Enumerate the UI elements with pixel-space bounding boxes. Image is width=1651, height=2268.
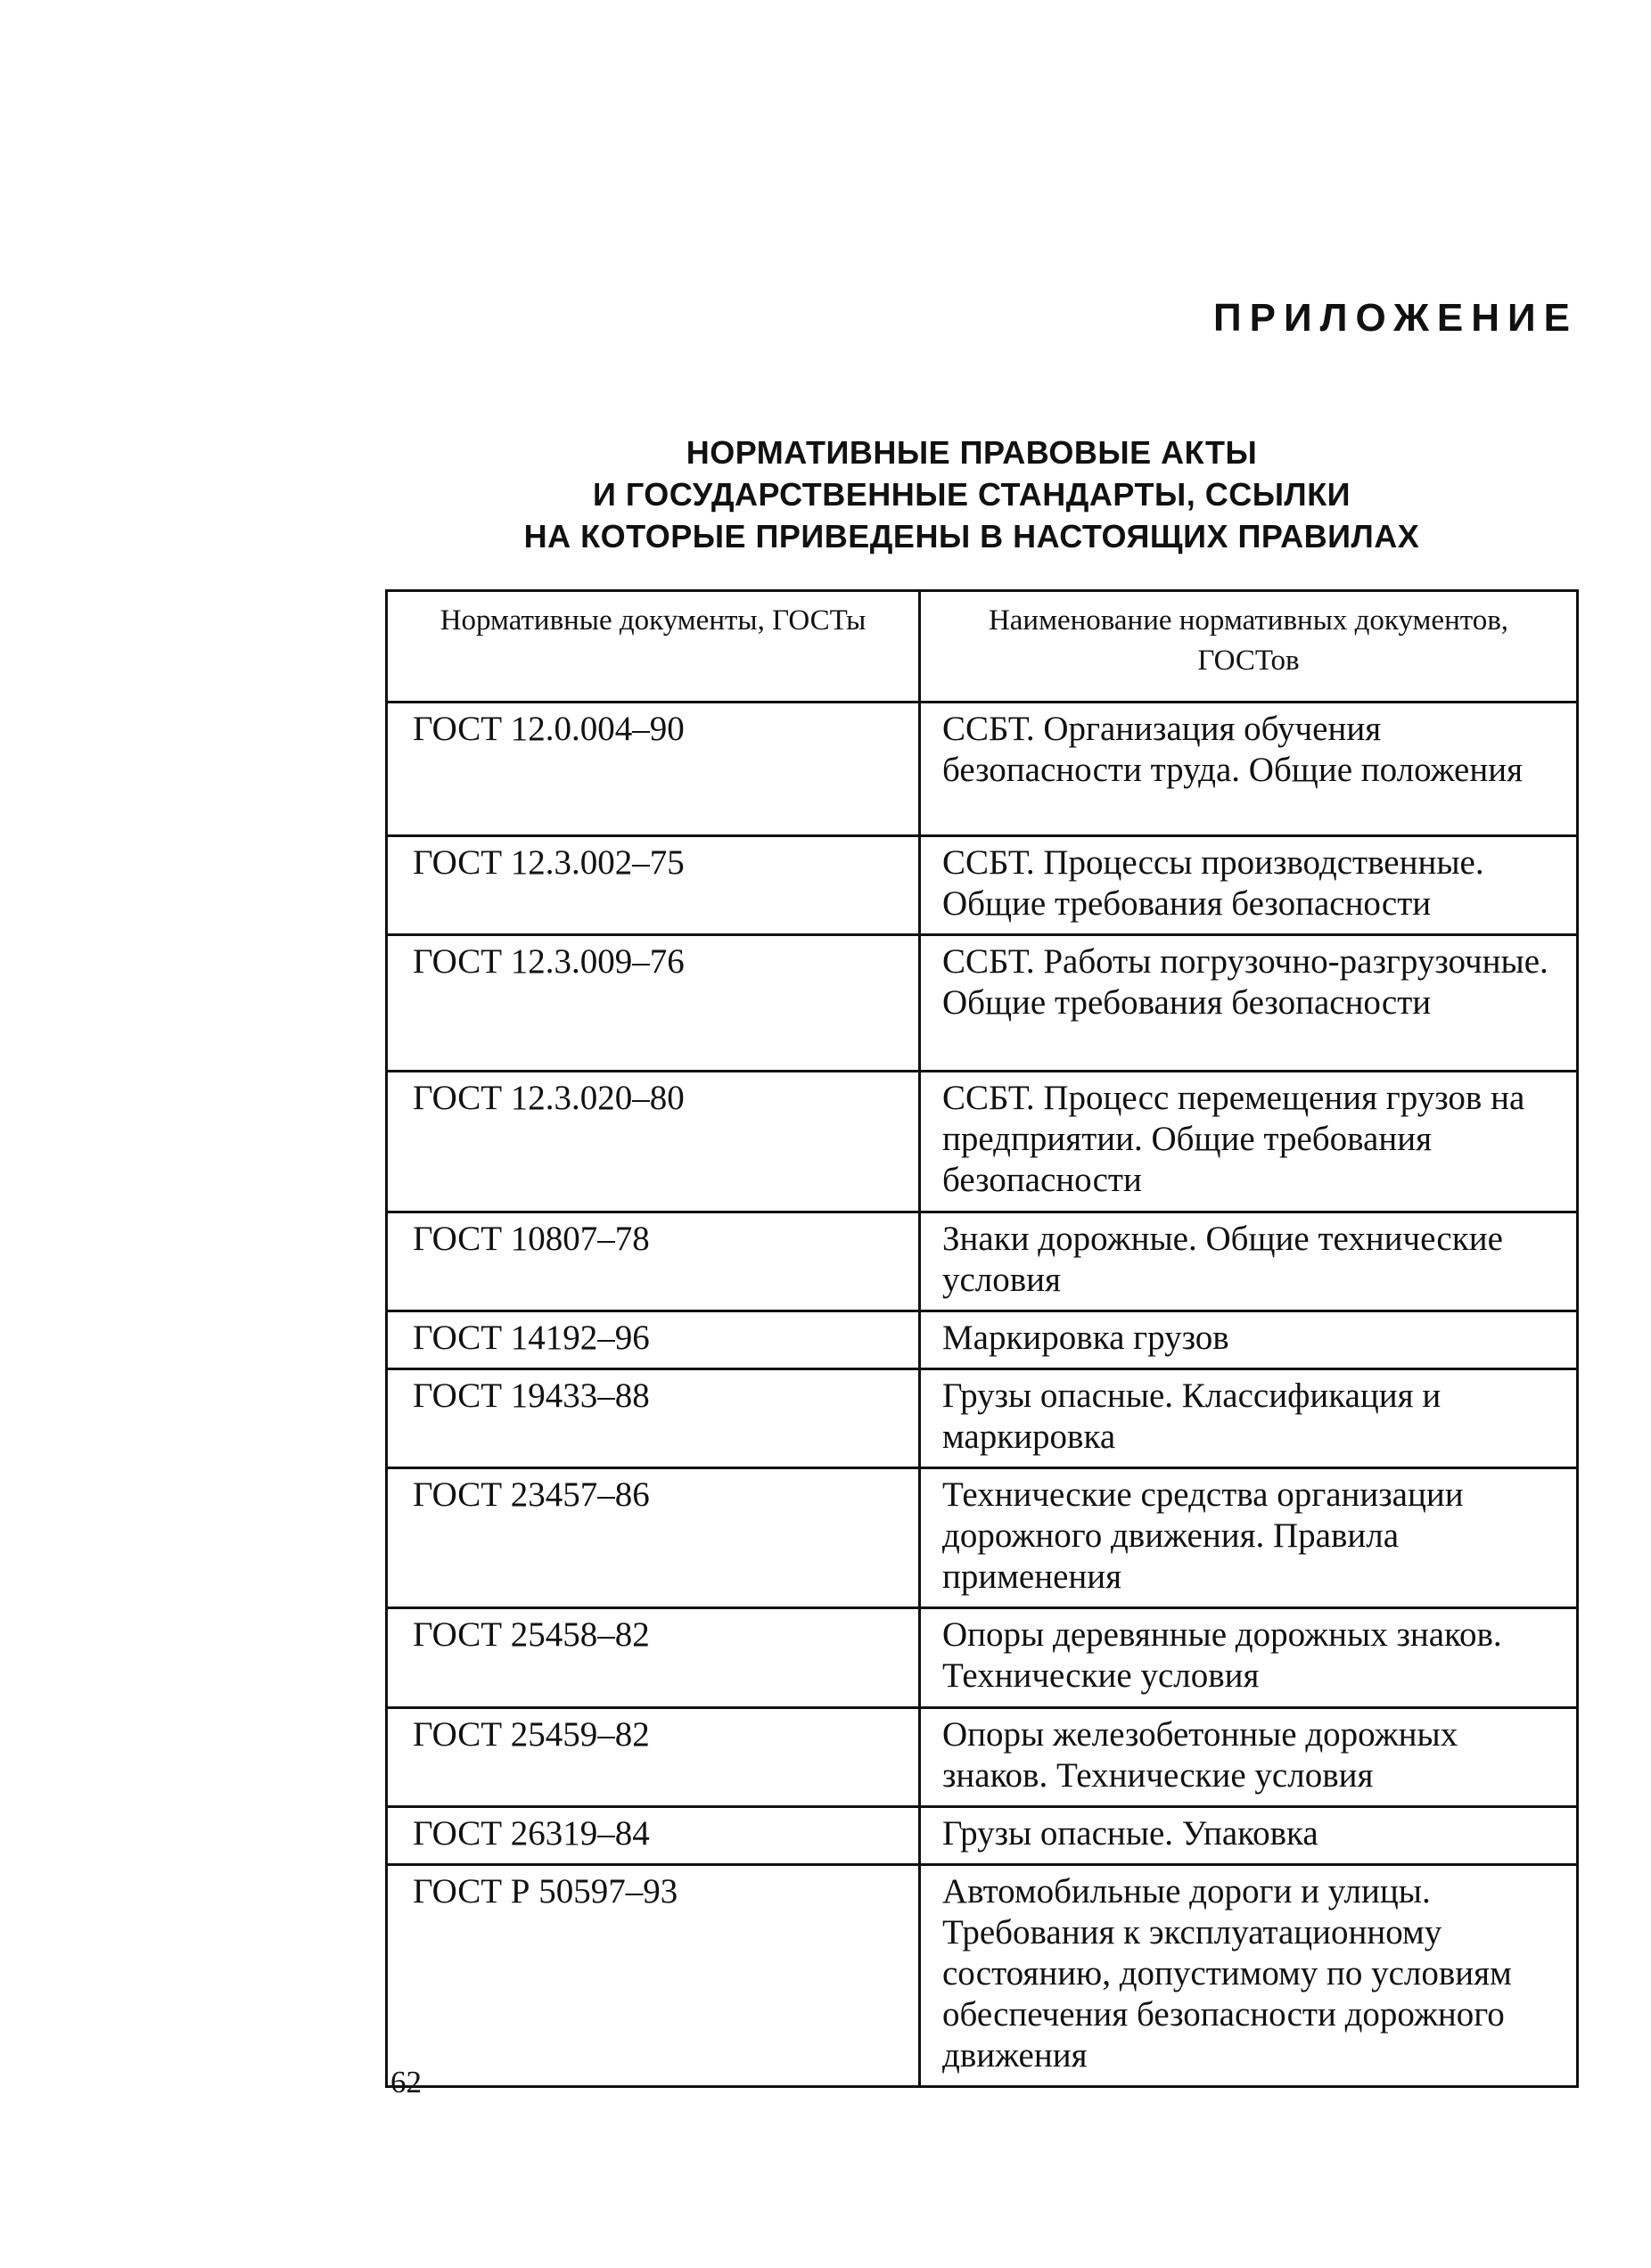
appendix-heading: ПРИЛОЖЕНИЕ: [1213, 296, 1578, 340]
header-documents: Нормативные документы, ГОСТы: [387, 591, 920, 703]
references-table: [385, 589, 1579, 2088]
document-code: ГОСТ 26319–84: [387, 1807, 920, 1865]
document-title-line-3: НА КОТОРЫЕ ПРИВЕДЕНЫ В НАСТОЯЩИХ ПРАВИЛАХ: [523, 518, 1420, 555]
table-row: [387, 935, 1578, 1072]
document-code: ГОСТ 12.3.002–75: [387, 836, 920, 935]
table-row: [387, 836, 1578, 935]
document-name: Автомобильные дороги и улицы. Требования к эксплуатационному состоянию, допустимому по условиям обеспечения безопасности дорожного движения: [920, 1865, 1578, 2087]
header-names: Наименование нормативных документов, ГОСТов: [920, 591, 1578, 703]
document-code: ГОСТ 12.3.020–80: [387, 1072, 920, 1212]
table-row: [387, 1311, 1578, 1369]
document-name: ССБТ. Процесс перемещения грузов на предприятии. Общие требования безопасности: [920, 1072, 1578, 1212]
table-row: [387, 1608, 1578, 1708]
document-name: Технические средства организации дорожного движения. Правила применения: [920, 1468, 1578, 1608]
document-code: ГОСТ 25458–82: [387, 1608, 920, 1708]
document-name: Грузы опасные. Упаковка: [920, 1807, 1578, 1865]
table-row: [387, 703, 1578, 836]
document-code: ГОСТ 23457–86: [387, 1468, 920, 1608]
table-row: [387, 1708, 1578, 1807]
document-name: ССБТ. Процессы производственные. Общие требования безопасности: [920, 836, 1578, 935]
document-name: Знаки дорожные. Общие технические условия: [920, 1212, 1578, 1311]
page-number: 62: [390, 2065, 422, 2100]
document-name: Грузы опасные. Классификация и маркировка: [920, 1369, 1578, 1468]
table-row: [387, 1865, 1578, 2087]
table-row: [387, 1369, 1578, 1468]
table-row: [387, 1212, 1578, 1311]
document-code: ГОСТ 25459–82: [387, 1708, 920, 1807]
document-code: ГОСТ 12.0.004–90: [387, 703, 920, 836]
document-code: ГОСТ Р 50597–93: [387, 1865, 920, 2087]
document-name: Опоры железобетонные дорожных знаков. Технические условия: [920, 1708, 1578, 1807]
table-row: [387, 1072, 1578, 1212]
table-row: [387, 1807, 1578, 1865]
document-name: ССБТ. Организация обучения безопасности труда. Общие положения: [920, 703, 1578, 836]
document-name: ССБТ. Работы погрузочно-разгрузочные. Общие требования безопасности: [920, 935, 1578, 1072]
table-header-row: [387, 591, 1578, 703]
table-row: [387, 1468, 1578, 1608]
document-title: [383, 431, 1560, 557]
document-code: ГОСТ 12.3.009–76: [387, 935, 920, 1072]
document-code: ГОСТ 14192–96: [387, 1311, 920, 1369]
document-name: Опоры деревянные дорожных знаков. Технические условия: [920, 1608, 1578, 1708]
document-code: ГОСТ 19433–88: [387, 1369, 920, 1468]
document-name: Маркировка грузов: [920, 1311, 1578, 1369]
document-title-line-2: И ГОСУДАРСТВЕННЫЕ СТАНДАРТЫ, ССЫЛКИ: [592, 476, 1351, 513]
document-code: ГОСТ 10807–78: [387, 1212, 920, 1311]
document-title-line-1: НОРМАТИВНЫЕ ПРАВОВЫЕ АКТЫ: [686, 434, 1258, 471]
